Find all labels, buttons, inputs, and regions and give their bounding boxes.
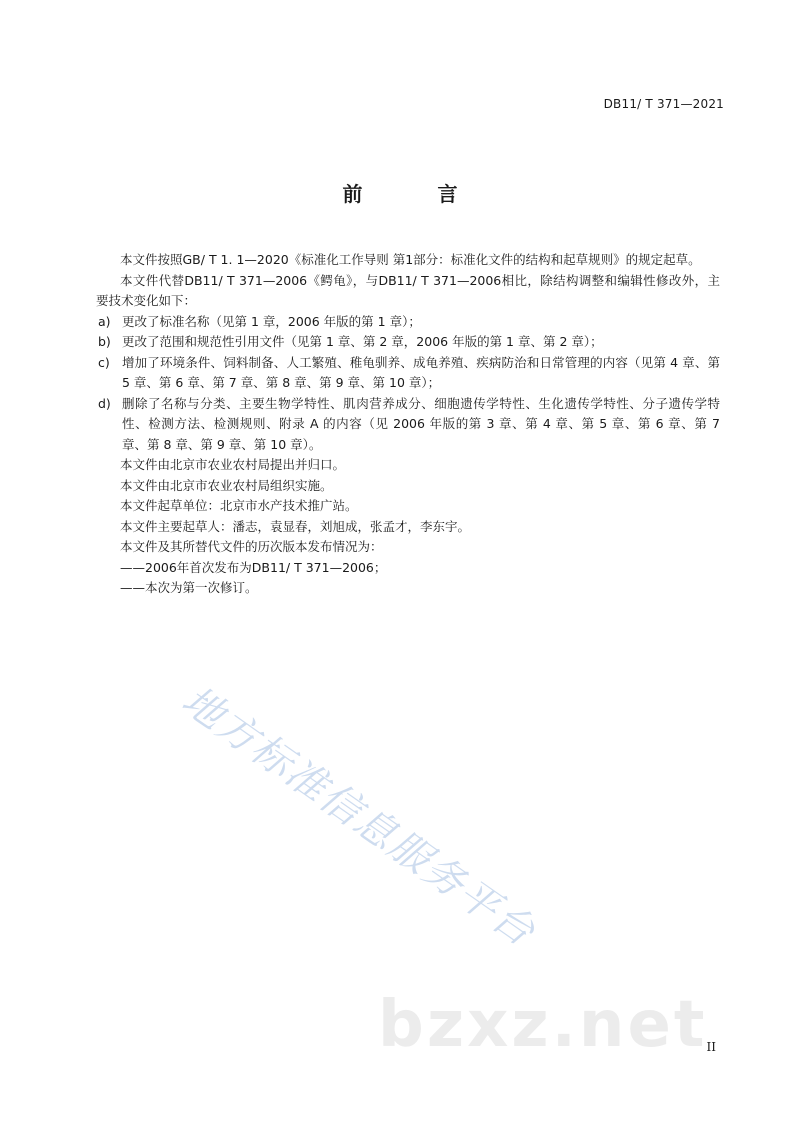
paragraph-replacement: 本文件代替DB11/ T 371—2006《鳄龟》，与DB11/ T 371—2006相比，除结构调整和编辑性修改外，主要技术变化如下： bbox=[96, 272, 720, 308]
watermark-text: 地方标准信息服务平台 bbox=[173, 677, 544, 956]
list-item bbox=[96, 394, 720, 456]
list-item bbox=[96, 332, 720, 353]
page-number: II bbox=[706, 1040, 716, 1054]
paragraph-history-intro: 本文件及其所替代文件的历次版本发布情况为： bbox=[120, 539, 383, 554]
paragraph-implementer: 本文件由北京市农业农村局组织实施。 bbox=[120, 477, 333, 493]
watermark-site: bzxz.net bbox=[378, 988, 708, 1062]
paragraph-drafting-rule: 本文件按照GB/ T 1. 1—2020《标准化工作导则 第1部分：标准化文件的结构和起草规则》的规定起草。 bbox=[120, 252, 701, 267]
list-item-text: 增加了环境条件、饲料制备、人工繁殖、稚龟驯养、成龟养殖、疾病防治和日常管理的内容（见第 4 章、第 5 章、第 6 章、第 7 章、第 8 章、第 9 章、第 10 章）； bbox=[122, 354, 720, 390]
history-item: ——本次为第一次修订。 bbox=[120, 580, 258, 595]
paragraph-drafting-unit: 本文件起草单位：北京市水产技术推广站。 bbox=[120, 498, 358, 513]
list-item bbox=[96, 312, 720, 333]
list-item-text: 删除了名称与分类、主要生物学特性、肌肉营养成分、细胞遗传学特性、生化遗传学特性、分子遗传学特性、检测方法、检测规则、附录 A 的内容（见 2006 年版的第 3 章、第 4 章、第 5 章、第 6 章、第 7 章、第 8 章、第 9 章、第 10 章）。 bbox=[122, 395, 720, 452]
list-marker: b) bbox=[98, 334, 111, 349]
list-marker: a) bbox=[98, 313, 111, 329]
document-code: DB11/ T 371—2021 bbox=[603, 97, 724, 111]
document-body bbox=[96, 250, 720, 599]
list-item-text: 更改了标准名称（见第 1 章，2006 年版的第 1 章）； bbox=[122, 313, 421, 329]
history-item: ——2006年首次发布为DB11/ T 371—2006； bbox=[120, 559, 387, 575]
list-item-text: 更改了范围和规范性引用文件（见第 1 章、第 2 章，2006 年版的第 1 章、第 2 章）； bbox=[122, 334, 603, 349]
list-marker: d) bbox=[98, 395, 111, 411]
paragraph-drafters: 本文件主要起草人：潘志，袁显春，刘旭成，张孟才，李东宇。 bbox=[120, 518, 471, 534]
paragraph-proposer: 本文件由北京市农业农村局提出并归口。 bbox=[120, 457, 346, 472]
list-marker: c) bbox=[98, 354, 110, 370]
list-item bbox=[96, 353, 720, 394]
page-title: 前 言 bbox=[342, 182, 492, 206]
